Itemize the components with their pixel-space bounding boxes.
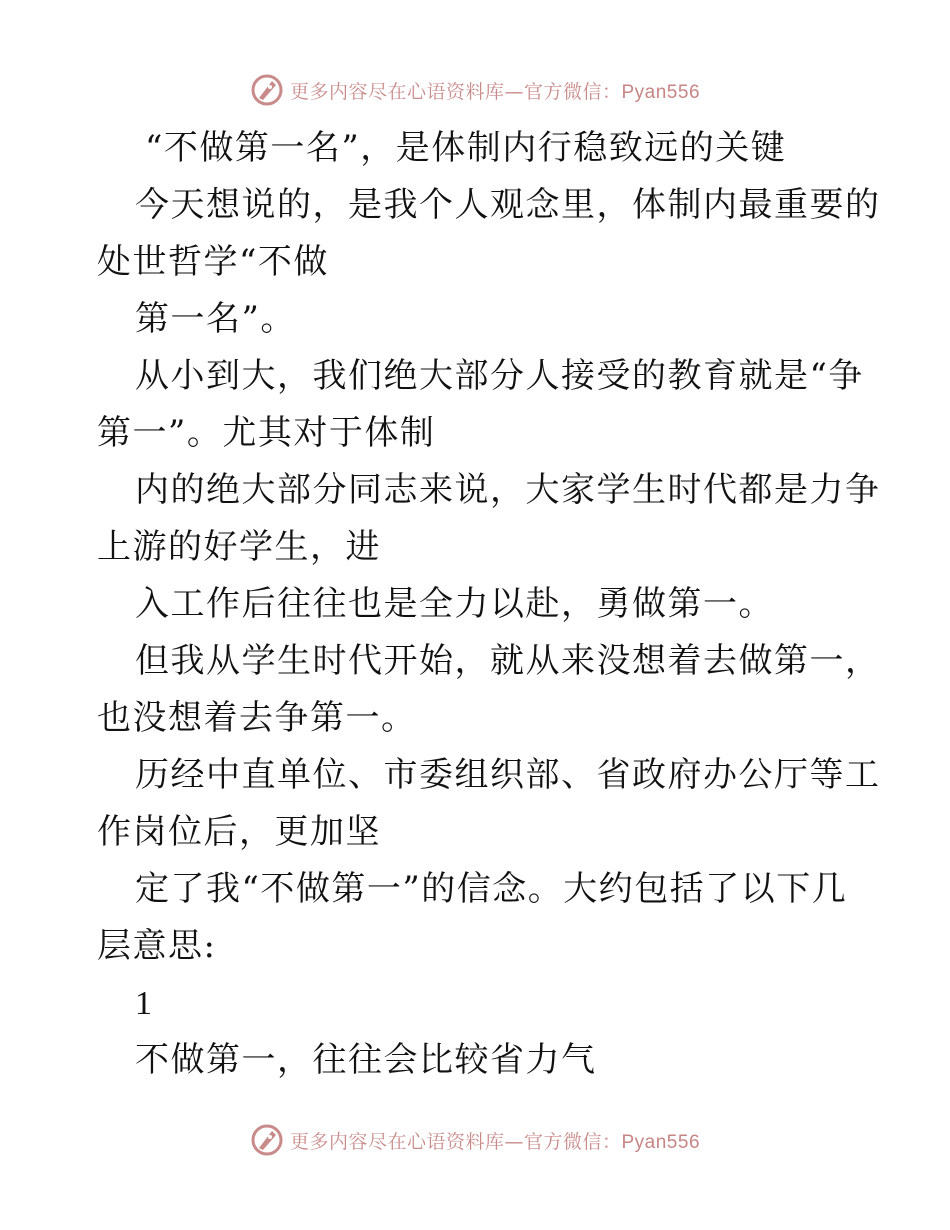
paragraph-line: 第一名”。 [135, 299, 296, 339]
paragraph-line: 入工作后往往也是全力以赴，勇做第一。 [135, 584, 774, 624]
watermark-header [0, 70, 950, 110]
paragraph-line: 历经中直单位、市委组织部、省政府办公厅等工 [135, 755, 881, 795]
paragraph-line: 处世哲学“不做 [97, 242, 329, 282]
section-number: 1 [135, 985, 154, 1022]
section-heading: 不做第一，往往会比较省力气 [135, 1040, 597, 1080]
paragraph-line: 今天想说的，是我个人观念里，体制内最重要的 [135, 185, 881, 225]
paragraph-line: 作岗位后，更加坚 [97, 812, 381, 852]
pen-nib-logo-icon [250, 73, 284, 107]
watermark-id: Pyan556 [621, 1131, 701, 1153]
paragraph-line: 从小到大，我们绝大部分人接受的教育就是“争 [135, 356, 864, 396]
paragraph-line: 内的绝大部分同志来说，大家学生时代都是力争 [135, 470, 881, 510]
watermark-text: 更多内容尽在心语资料库—官方微信：Pyan556 [289, 1130, 701, 1153]
watermark-id: Pyan556 [621, 81, 701, 103]
paragraph-line: 也没想着去争第一。 [97, 698, 417, 738]
document-body [97, 120, 881, 1089]
watermark-footer [0, 1120, 950, 1160]
paragraph-line: 第一”。尤其对于体制 [97, 413, 436, 453]
paragraph-line: 上游的好学生，进 [97, 527, 381, 567]
document-title: “不做第一名”，是体制内行稳致远的关键 [145, 128, 787, 168]
paragraph-line: 层意思: [97, 926, 217, 966]
watermark-text: 更多内容尽在心语资料库—官方微信：Pyan556 [289, 80, 701, 103]
paragraph-line: 定了我“不做第一”的信念。大约包括了以下几 [135, 869, 848, 909]
paragraph-line: 但我从学生时代开始，就从来没想着去做第一， [135, 641, 881, 681]
pen-nib-logo-icon [250, 1123, 284, 1157]
